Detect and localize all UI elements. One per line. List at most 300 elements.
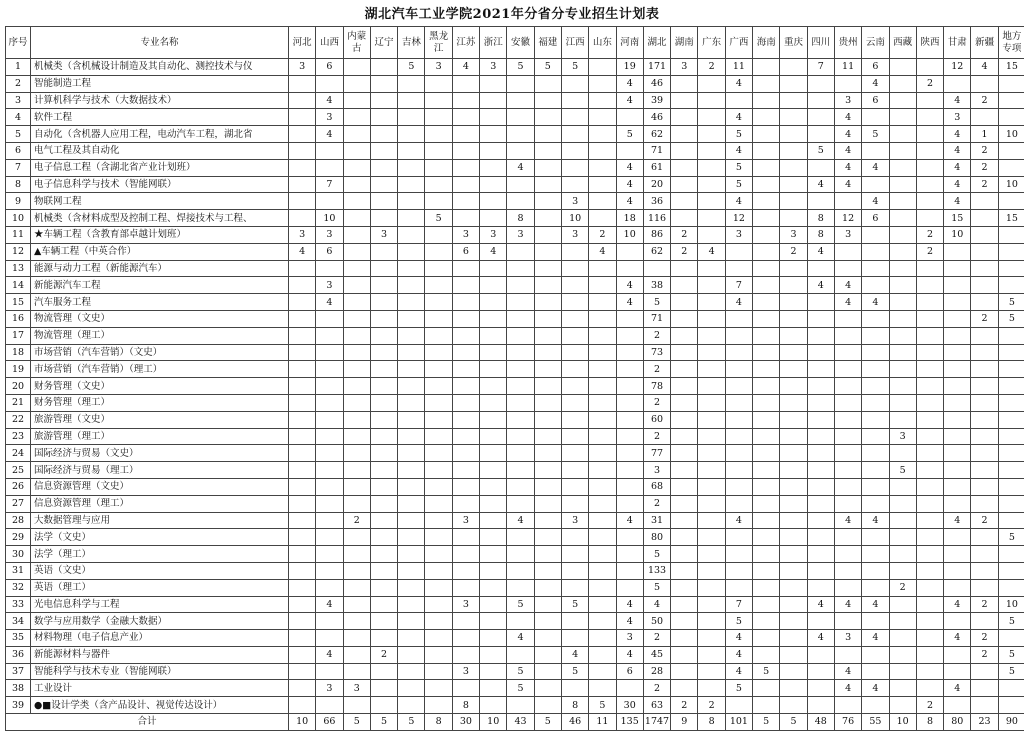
quota-cell: 4 (616, 596, 643, 613)
quota-cell (534, 126, 561, 143)
quota-cell (998, 579, 1024, 596)
quota-cell (862, 697, 889, 714)
major-name: 计算机科学与技术（大数据技术） (31, 92, 289, 109)
quota-cell (425, 193, 452, 210)
quota-cell: 10 (316, 210, 343, 227)
quota-cell (889, 445, 916, 462)
quota-cell: 3 (452, 663, 479, 680)
quota-cell (534, 529, 561, 546)
quota-cell (589, 277, 616, 294)
quota-cell (889, 159, 916, 176)
quota-cell (452, 210, 479, 227)
quota-cell (589, 378, 616, 395)
quota-cell (698, 226, 725, 243)
quota-cell (698, 394, 725, 411)
quota-cell (916, 462, 943, 479)
quota-cell (561, 378, 588, 395)
quota-cell (289, 210, 316, 227)
quota-cell (834, 646, 861, 663)
quota-cell (725, 394, 752, 411)
quota-cell (971, 529, 998, 546)
quota-cell (316, 344, 343, 361)
row-number: 10 (6, 210, 31, 227)
quota-cell: 3 (316, 109, 343, 126)
quota-cell: 4 (807, 596, 834, 613)
quota-cell (616, 546, 643, 563)
quota-cell (834, 546, 861, 563)
quota-cell (698, 663, 725, 680)
quota-cell (534, 697, 561, 714)
quota-cell (370, 428, 397, 445)
quota-cell (889, 529, 916, 546)
quota-cell (862, 310, 889, 327)
quota-cell (343, 344, 370, 361)
quota-cell (589, 680, 616, 697)
quota-cell (452, 142, 479, 159)
quota-cell: 3 (480, 226, 507, 243)
quota-cell (698, 277, 725, 294)
quota-cell (698, 310, 725, 327)
quota-cell (780, 260, 807, 277)
quota-cell (561, 579, 588, 596)
quota-cell (370, 260, 397, 277)
quota-cell (452, 75, 479, 92)
quota-cell (698, 579, 725, 596)
quota-cell (753, 411, 780, 428)
quota-cell (780, 92, 807, 109)
quota-cell (425, 310, 452, 327)
quota-cell (862, 478, 889, 495)
quota-cell (398, 596, 425, 613)
quota-cell: 3 (425, 59, 452, 76)
quota-cell (480, 92, 507, 109)
quota-cell (534, 327, 561, 344)
table-row (6, 394, 1024, 411)
quota-cell: 3 (289, 226, 316, 243)
quota-cell (343, 646, 370, 663)
total-cell: 101 (725, 714, 752, 731)
quota-cell: 4 (834, 294, 861, 311)
quota-cell (780, 327, 807, 344)
row-number: 26 (6, 478, 31, 495)
column-header: 湖南 (671, 27, 698, 59)
quota-cell: 10 (998, 126, 1024, 143)
quota-cell (889, 512, 916, 529)
quota-cell (507, 579, 534, 596)
quota-cell (343, 495, 370, 512)
quota-cell (534, 495, 561, 512)
row-number: 14 (6, 277, 31, 294)
quota-cell (753, 142, 780, 159)
quota-cell (398, 462, 425, 479)
quota-cell (725, 546, 752, 563)
quota-cell (343, 697, 370, 714)
quota-cell (971, 613, 998, 630)
quota-cell (589, 310, 616, 327)
quota-cell (753, 260, 780, 277)
quota-cell (425, 126, 452, 143)
quota-cell: 1 (971, 126, 998, 143)
quota-cell (370, 529, 397, 546)
quota-cell (862, 613, 889, 630)
quota-cell (971, 75, 998, 92)
quota-cell: 4 (698, 243, 725, 260)
quota-cell (753, 596, 780, 613)
quota-cell: 4 (616, 159, 643, 176)
total-cell: 1747 (643, 714, 670, 731)
quota-cell (561, 176, 588, 193)
major-name: 大数据管理与应用 (31, 512, 289, 529)
table-row (6, 613, 1024, 630)
table-row (6, 310, 1024, 327)
quota-cell (834, 260, 861, 277)
quota-cell (343, 294, 370, 311)
quota-cell (725, 310, 752, 327)
quota-cell (507, 462, 534, 479)
row-number: 6 (6, 142, 31, 159)
quota-cell (425, 546, 452, 563)
quota-cell (589, 344, 616, 361)
quota-cell (944, 646, 971, 663)
major-name: 新能源材料与器件 (31, 646, 289, 663)
quota-cell (480, 327, 507, 344)
quota-cell: 4 (862, 193, 889, 210)
quota-cell (343, 126, 370, 143)
quota-cell: 4 (616, 92, 643, 109)
quota-cell (480, 579, 507, 596)
quota-cell (944, 546, 971, 563)
quota-cell: 45 (643, 646, 670, 663)
total-cell: 66 (316, 714, 343, 731)
column-header: 河北 (289, 27, 316, 59)
quota-cell (425, 663, 452, 680)
row-number: 34 (6, 613, 31, 630)
quota-cell (425, 344, 452, 361)
quota-cell: 2 (916, 243, 943, 260)
major-name: 物流管理（文史） (31, 310, 289, 327)
quota-cell: 77 (643, 445, 670, 462)
quota-cell (370, 176, 397, 193)
quota-cell: 3 (834, 226, 861, 243)
quota-cell (698, 445, 725, 462)
row-number: 27 (6, 495, 31, 512)
quota-cell (671, 478, 698, 495)
quota-cell (643, 260, 670, 277)
quota-cell (698, 613, 725, 630)
quota-cell (889, 327, 916, 344)
quota-cell: 5 (534, 59, 561, 76)
quota-cell (534, 478, 561, 495)
quota-cell (289, 579, 316, 596)
quota-cell (944, 529, 971, 546)
quota-cell: 4 (316, 294, 343, 311)
quota-cell (507, 109, 534, 126)
quota-cell (862, 495, 889, 512)
quota-cell (889, 478, 916, 495)
quota-cell (780, 562, 807, 579)
quota-cell (425, 512, 452, 529)
quota-cell (370, 630, 397, 647)
quota-cell (916, 59, 943, 76)
quota-cell (398, 193, 425, 210)
quota-cell (507, 697, 534, 714)
quota-cell (889, 697, 916, 714)
quota-cell (671, 579, 698, 596)
row-number: 38 (6, 680, 31, 697)
quota-cell (944, 579, 971, 596)
quota-cell (398, 411, 425, 428)
major-name: 英语（文史） (31, 562, 289, 579)
quota-cell: 4 (725, 109, 752, 126)
quota-cell (480, 512, 507, 529)
quota-cell: 5 (425, 210, 452, 227)
quota-cell: 5 (507, 596, 534, 613)
quota-cell (480, 361, 507, 378)
quota-cell: 2 (698, 59, 725, 76)
quota-cell (889, 193, 916, 210)
quota-cell (534, 546, 561, 563)
quota-cell (425, 630, 452, 647)
table-row (6, 646, 1024, 663)
quota-cell (916, 92, 943, 109)
quota-cell (971, 495, 998, 512)
quota-cell (343, 243, 370, 260)
quota-cell (862, 462, 889, 479)
total-cell: 80 (944, 714, 971, 731)
quota-cell (507, 378, 534, 395)
quota-cell (370, 697, 397, 714)
quota-cell (534, 512, 561, 529)
total-cell: 23 (971, 714, 998, 731)
column-header: 陕西 (916, 27, 943, 59)
quota-cell (343, 327, 370, 344)
quota-cell (370, 378, 397, 395)
quota-cell (671, 394, 698, 411)
quota-cell (616, 680, 643, 697)
quota-cell (370, 109, 397, 126)
quota-cell (753, 579, 780, 596)
quota-cell (807, 394, 834, 411)
quota-cell: 4 (862, 75, 889, 92)
quota-cell (889, 562, 916, 579)
quota-cell (944, 428, 971, 445)
quota-cell (780, 613, 807, 630)
quota-cell (480, 378, 507, 395)
quota-cell: 6 (862, 92, 889, 109)
quota-cell: 5 (753, 663, 780, 680)
quota-cell (289, 176, 316, 193)
quota-cell (289, 310, 316, 327)
quota-cell (671, 210, 698, 227)
quota-cell (398, 495, 425, 512)
quota-cell (480, 109, 507, 126)
quota-cell (343, 596, 370, 613)
column-header: 浙江 (480, 27, 507, 59)
quota-cell (889, 613, 916, 630)
quota-cell (889, 210, 916, 227)
quota-cell (534, 596, 561, 613)
quota-cell (480, 646, 507, 663)
quota-cell (916, 344, 943, 361)
quota-cell (289, 630, 316, 647)
quota-cell: 4 (807, 630, 834, 647)
quota-cell: 6 (452, 243, 479, 260)
major-name: 汽车服务工程 (31, 294, 289, 311)
quota-cell (971, 344, 998, 361)
table-row (6, 243, 1024, 260)
quota-cell (862, 663, 889, 680)
quota-cell: 4 (725, 193, 752, 210)
quota-cell (698, 109, 725, 126)
quota-cell (807, 75, 834, 92)
quota-cell (480, 310, 507, 327)
quota-cell (425, 462, 452, 479)
quota-cell (671, 562, 698, 579)
quota-cell (507, 260, 534, 277)
quota-cell (889, 260, 916, 277)
quota-cell (725, 478, 752, 495)
major-name: 机械类（含机械设计制造及其自动化、测控技术与仪 (31, 59, 289, 76)
row-number: 13 (6, 260, 31, 277)
quota-cell (698, 630, 725, 647)
quota-cell: 116 (643, 210, 670, 227)
quota-cell (698, 428, 725, 445)
quota-cell (480, 680, 507, 697)
quota-cell (534, 394, 561, 411)
quota-cell (507, 361, 534, 378)
quota-cell (370, 159, 397, 176)
quota-cell (671, 126, 698, 143)
quota-cell (671, 310, 698, 327)
quota-cell (698, 378, 725, 395)
quota-cell (698, 478, 725, 495)
quota-cell (998, 680, 1024, 697)
quota-cell: 12 (725, 210, 752, 227)
quota-cell (289, 394, 316, 411)
quota-cell: 133 (643, 562, 670, 579)
quota-cell: 4 (725, 663, 752, 680)
column-header: 福建 (534, 27, 561, 59)
quota-cell (589, 361, 616, 378)
quota-cell (561, 613, 588, 630)
quota-cell (316, 428, 343, 445)
quota-cell (589, 445, 616, 462)
quota-cell: 3 (834, 92, 861, 109)
row-number: 23 (6, 428, 31, 445)
column-header: 山东 (589, 27, 616, 59)
quota-cell (289, 260, 316, 277)
quota-cell (398, 428, 425, 445)
quota-cell (370, 462, 397, 479)
quota-cell: 4 (834, 126, 861, 143)
quota-cell: 15 (998, 59, 1024, 76)
quota-cell (534, 226, 561, 243)
quota-cell (289, 327, 316, 344)
quota-cell (889, 226, 916, 243)
quota-cell (561, 361, 588, 378)
quota-cell (834, 411, 861, 428)
quota-cell: 4 (834, 596, 861, 613)
quota-cell (507, 562, 534, 579)
quota-cell (753, 529, 780, 546)
table-row (6, 512, 1024, 529)
quota-cell: 3 (452, 226, 479, 243)
quota-cell (507, 546, 534, 563)
quota-cell (398, 512, 425, 529)
quota-cell (671, 630, 698, 647)
quota-cell: 4 (643, 596, 670, 613)
quota-cell (616, 529, 643, 546)
quota-cell (452, 562, 479, 579)
quota-cell (671, 327, 698, 344)
quota-cell (971, 478, 998, 495)
quota-cell (780, 126, 807, 143)
row-number: 9 (6, 193, 31, 210)
quota-cell (507, 529, 534, 546)
quota-cell: 5 (561, 663, 588, 680)
quota-cell (998, 445, 1024, 462)
quota-cell (425, 294, 452, 311)
quota-cell (425, 176, 452, 193)
row-number: 30 (6, 546, 31, 563)
quota-cell (998, 109, 1024, 126)
row-number: 15 (6, 294, 31, 311)
quota-cell (725, 344, 752, 361)
major-name: 法学（文史） (31, 529, 289, 546)
quota-cell (561, 277, 588, 294)
quota-cell (753, 75, 780, 92)
quota-cell (480, 478, 507, 495)
quota-cell (671, 92, 698, 109)
quota-cell (916, 394, 943, 411)
total-cell: 5 (753, 714, 780, 731)
quota-cell (561, 495, 588, 512)
quota-cell (398, 126, 425, 143)
quota-cell (834, 697, 861, 714)
quota-cell: 73 (643, 344, 670, 361)
quota-cell: 4 (944, 126, 971, 143)
quota-cell (289, 75, 316, 92)
quota-cell (753, 193, 780, 210)
quota-cell: 2 (671, 243, 698, 260)
quota-cell: 4 (862, 159, 889, 176)
quota-cell (398, 529, 425, 546)
quota-cell (807, 344, 834, 361)
table-row (6, 361, 1024, 378)
quota-cell (753, 277, 780, 294)
quota-cell: 12 (834, 210, 861, 227)
quota-cell (534, 613, 561, 630)
quota-cell (753, 126, 780, 143)
quota-cell (944, 495, 971, 512)
major-name: 电子信息工程（含湖北省产业计划班） (31, 159, 289, 176)
quota-cell: 5 (589, 697, 616, 714)
major-name: ●■设计学类（含产品设计、视觉传达设计） (31, 697, 289, 714)
quota-cell (425, 243, 452, 260)
quota-cell (671, 680, 698, 697)
quota-cell (944, 344, 971, 361)
quota-cell (398, 260, 425, 277)
major-name: 光电信息科学与工程 (31, 596, 289, 613)
quota-cell: 46 (643, 109, 670, 126)
quota-cell (316, 445, 343, 462)
quota-cell (862, 646, 889, 663)
quota-cell (589, 176, 616, 193)
quota-cell (671, 344, 698, 361)
quota-cell (998, 361, 1024, 378)
row-number: 39 (6, 697, 31, 714)
quota-cell: 5 (725, 176, 752, 193)
